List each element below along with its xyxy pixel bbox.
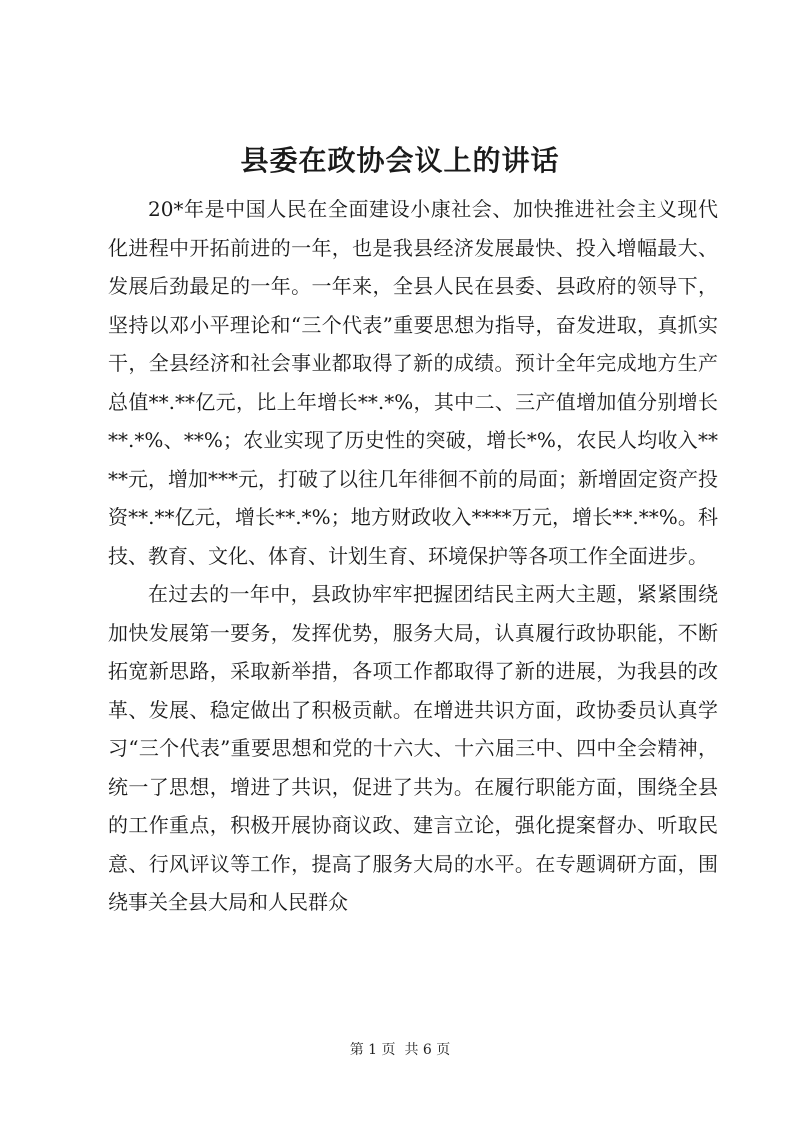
paragraph-1: 20*年是中国人民在全面建设小康社会、加快推进社会主义现代化进程中开拓前进的一年，也是我县经济发展最快、投入增幅最大、发展后劲最足的一年。一年来，全县人民在县委、县政府的领导下，坚持以邓小平理论和“三个代表”重要思想为指导，奋发进取，真抓实干，全县经济和社会事业都取得了新的成绩。预计全年完成地方生产总值**.**亿元，比上年增长**.*%，其中二、三产值增加值分别增长**.*%、**%；农业实现了历史性的突破，增长*%，农民人均收入****元，增加***元，打破了以往几年徘徊不前的局面；新增固定资产投资**.**亿元，增长**.*%；地方财政收入****万元，增长**.**%。科技、教育、文化、体育、计划生育、环境保护等各项工作全面进步。 bbox=[108, 197, 718, 568]
document-body bbox=[108, 190, 718, 922]
paragraph-2: 在过去的一年中，县政协牢牢把握团结民主两大主题，紧紧围绕加快发展第一要务，发挥优势，服务大局，认真履行政协职能，不断拓宽新思路，采取新举措，各项工作都取得了新的进展，为我县的改革、发展、稳定做出了积极贡献。在增进共识方面，政协委员认真学习“三个代表”重要思想和党的十六大、十六届三中、四中全会精神，统一了思想，增进了共识，促进了共为。在履行职能方面，围绕全县的工作重点，积极开展协商议政、建言立论，强化提案督办、听取民意、行风评议等工作，提高了服务大局的水平。在专题调研方面，围绕事关全县大局和人民群众 bbox=[108, 582, 718, 914]
page-footer bbox=[0, 1040, 800, 1060]
page-number: 第 1 页 共 6 页 bbox=[349, 1042, 451, 1058]
document-title: 县委在政协会议上的讲话 bbox=[240, 144, 560, 177]
